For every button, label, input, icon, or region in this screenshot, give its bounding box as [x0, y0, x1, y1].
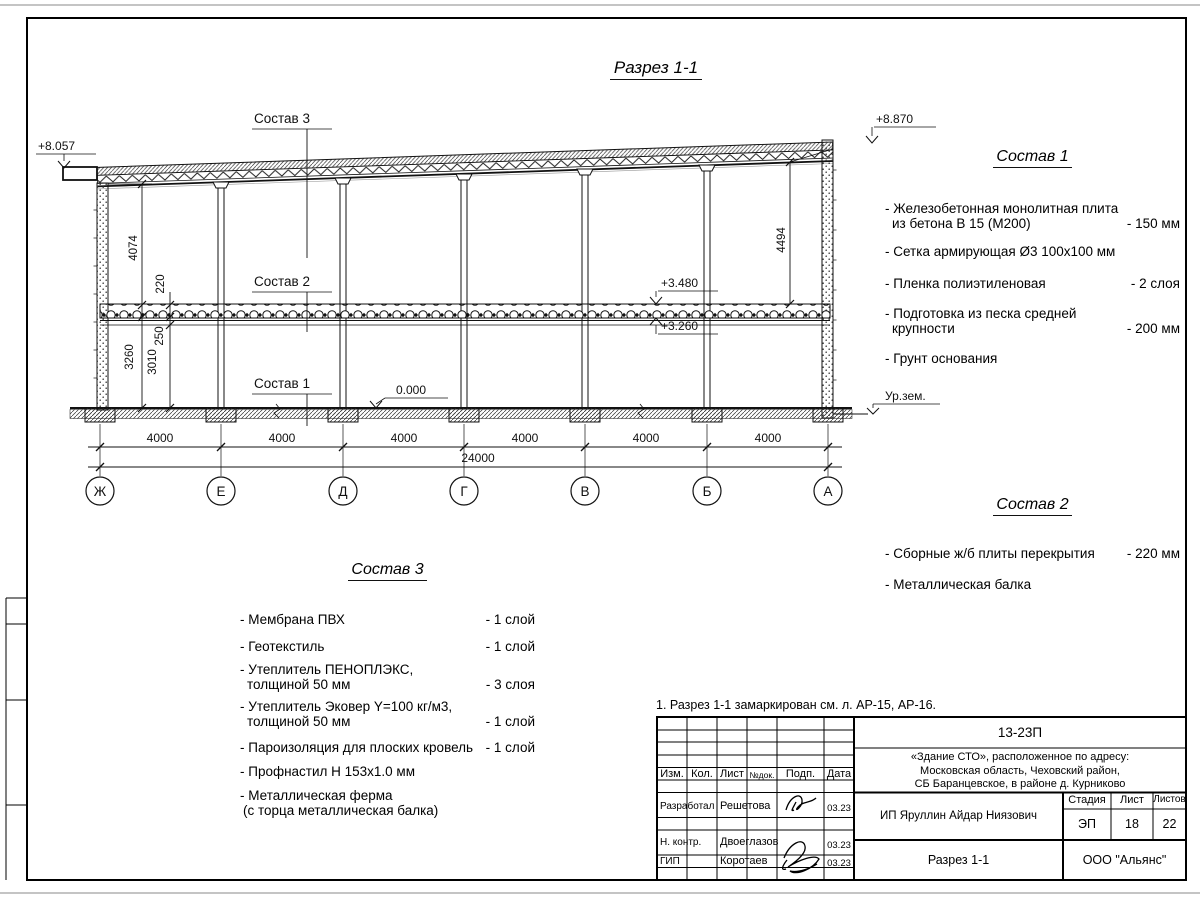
spec-text: - Грунт основания [885, 351, 998, 366]
elevation-top-right: +8.870 [876, 112, 914, 126]
tb-project-line1: «Здание СТО», расположенное по адресу: [910, 751, 1130, 763]
callout-sostav2: Состав 2 [254, 274, 310, 289]
spec-value: - 3 слоя [485, 676, 535, 692]
dim-4494: 4494 [776, 227, 788, 253]
tb-role-razrabotal: Разработал [660, 801, 715, 812]
spec-text: - Сборные ж/б плиты перекрытия [885, 546, 1095, 561]
tb-date: 03.23 [827, 840, 851, 851]
tb-role-gip: ГИП [660, 856, 680, 867]
spec-value: - 1 слой [485, 612, 535, 627]
tb-col-list: Лист [720, 768, 744, 780]
tb-col-podp: Подп. [785, 768, 816, 780]
page-title: Разрез 1-1 [586, 58, 726, 78]
spec-value: - 1 слой [485, 639, 535, 654]
axis-label: Ж [93, 484, 107, 499]
spec-text: крупности [892, 320, 955, 336]
spec-text: - Пароизоляция для плоских кровель [240, 740, 474, 755]
sheet-note: 1. Разрез 1-1 замаркирован см. л. АР-15, АР-16. [656, 698, 937, 712]
spec-item [885, 277, 1180, 292]
spec-value: - 2 слоя [1130, 276, 1180, 291]
composition-3-title: Состав 3 [240, 563, 535, 578]
axis-label: Д [338, 484, 348, 499]
dim-220: 220 [155, 274, 167, 294]
spec-text: из бетона В 15 (М200) [892, 215, 1031, 231]
callout-sostav1: Состав 1 [254, 376, 310, 391]
tb-sheets-label: Листов [1153, 794, 1186, 805]
spec-value: - 200 мм [1126, 320, 1180, 336]
span-dim-label: 4000 [390, 431, 418, 445]
tb-stage-label: Стадия [1068, 794, 1106, 806]
axis-circles [86, 477, 842, 505]
spec-text: - Профнастил Н 153х1.0 мм [240, 764, 415, 779]
composition-2-block [885, 498, 1180, 598]
spec-item [240, 741, 535, 756]
spec-text: (с торца металлическая балка) [243, 802, 439, 818]
axis-label: А [823, 484, 833, 499]
callouts [252, 111, 332, 426]
span-dim-label: 4000 [511, 431, 539, 445]
spec-text: толщиной 50 мм [247, 713, 351, 729]
tb-sheets-value: 22 [1162, 817, 1177, 831]
spec-value: - 1 слой [485, 713, 535, 729]
tb-project-line3: СБ Баранцевское, в районе д. Курниково [914, 778, 1126, 790]
tb-date: 03.23 [827, 803, 851, 814]
tb-doc-number: 13-23П [997, 725, 1043, 740]
spec-item [240, 640, 535, 655]
composition-3-block [240, 563, 535, 823]
tb-col-izm: Изм. [660, 768, 684, 780]
spec-text: - Сетка армирующая Ø3 100х100 мм [885, 244, 1116, 259]
spec-value: - 150 мм [1126, 215, 1180, 231]
tb-project-line2: Московская область, Чеховский район, [920, 764, 1120, 777]
tb-col-ndok: №док. [749, 770, 775, 780]
axis-label: Г [460, 484, 468, 499]
ground-floor [70, 404, 868, 422]
total-span-label: 24000 [461, 451, 495, 465]
spec-value: - 1 слой [485, 740, 535, 755]
spec-item [885, 547, 1180, 562]
spec-text: - Железобетонная монолитная плита [885, 201, 1119, 216]
spec-text: - Мембрана ПВХ [240, 612, 345, 627]
signature-gip [783, 842, 819, 873]
tb-col-kol: Кол. [691, 768, 713, 780]
spec-item [240, 613, 535, 628]
dim-250: 250 [154, 326, 166, 346]
tb-company: ООО "Альянс" [1082, 853, 1167, 867]
span-dim-label: 4000 [268, 431, 296, 445]
elevation-top-left: +8.057 [38, 139, 76, 153]
spec-text: - Металлическая балка [885, 577, 1032, 592]
parapet [63, 167, 97, 180]
tb-stage-value: ЭП [1078, 817, 1096, 831]
span-dim-label: 4000 [632, 431, 660, 445]
dim-3010: 3010 [147, 349, 159, 375]
span-dim-label: 4000 [754, 431, 782, 445]
signatures [783, 796, 819, 873]
composition-1-block [885, 150, 1180, 380]
elevation-slab-bottom: +3.260 [661, 319, 699, 333]
section-drawing [36, 111, 940, 505]
spec-item [885, 307, 1180, 336]
signature-razrabotal [786, 796, 816, 811]
axis-label: В [580, 484, 590, 499]
spec-item [240, 765, 535, 780]
spec-item [885, 202, 1180, 231]
tb-name-reshetova: Решетова [720, 800, 771, 812]
spec-item [240, 789, 535, 818]
axis-label: Б [702, 484, 712, 499]
elevation-floor: 0.000 [396, 383, 427, 397]
composition-2-title: Состав 2 [885, 498, 1180, 513]
tb-role-nkontr: Н. контр. [660, 837, 702, 848]
spec-text: - Утеплитель ПЕНОПЛЭКС, [240, 662, 414, 677]
tb-sheet-value: 18 [1125, 817, 1139, 831]
spec-item [885, 578, 1180, 593]
dim-3260: 3260 [124, 344, 136, 370]
dimension-chain [88, 424, 842, 476]
axis-label: Е [216, 484, 226, 499]
side-stamp [6, 598, 27, 880]
tb-client: ИП Яруллин Айдар Ниязович [880, 810, 1037, 822]
dim-4074: 4074 [128, 235, 140, 261]
spec-item [240, 700, 535, 729]
ground-level-label: Ур.зем. [885, 389, 926, 403]
spec-item [885, 245, 1180, 260]
tb-project-address [854, 751, 1186, 792]
spec-text: - Металлическая ферма [240, 788, 393, 803]
spec-value: - 220 мм [1126, 546, 1180, 561]
tb-name-korotaev: Коротаев [720, 855, 768, 867]
elevation-slab-top: +3.480 [661, 276, 699, 290]
spec-text: - Пленка полиэтиленовая [885, 276, 1046, 291]
spec-item [240, 663, 535, 692]
spec-text: - Утеплитель Эковер Y=100 кг/м3, [240, 699, 453, 714]
spec-text: - Геотекстиль [240, 639, 325, 654]
span-dim-label: 4000 [146, 431, 174, 445]
tb-drawing-name: Разрез 1-1 [927, 853, 990, 867]
spec-text: - Подготовка из песка средней [885, 306, 1077, 321]
spec-item [885, 352, 1180, 367]
tb-name-dvoeglazov: Двоеглазов [720, 836, 779, 848]
tb-date: 03.23 [827, 858, 851, 869]
spec-text: толщиной 50 мм [247, 676, 351, 692]
tb-sheet-label: Лист [1120, 794, 1144, 806]
composition-1-title: Состав 1 [885, 150, 1180, 165]
callout-sostav3: Состав 3 [254, 111, 310, 126]
roof [80, 142, 833, 189]
tb-col-data: Дата [826, 768, 852, 780]
